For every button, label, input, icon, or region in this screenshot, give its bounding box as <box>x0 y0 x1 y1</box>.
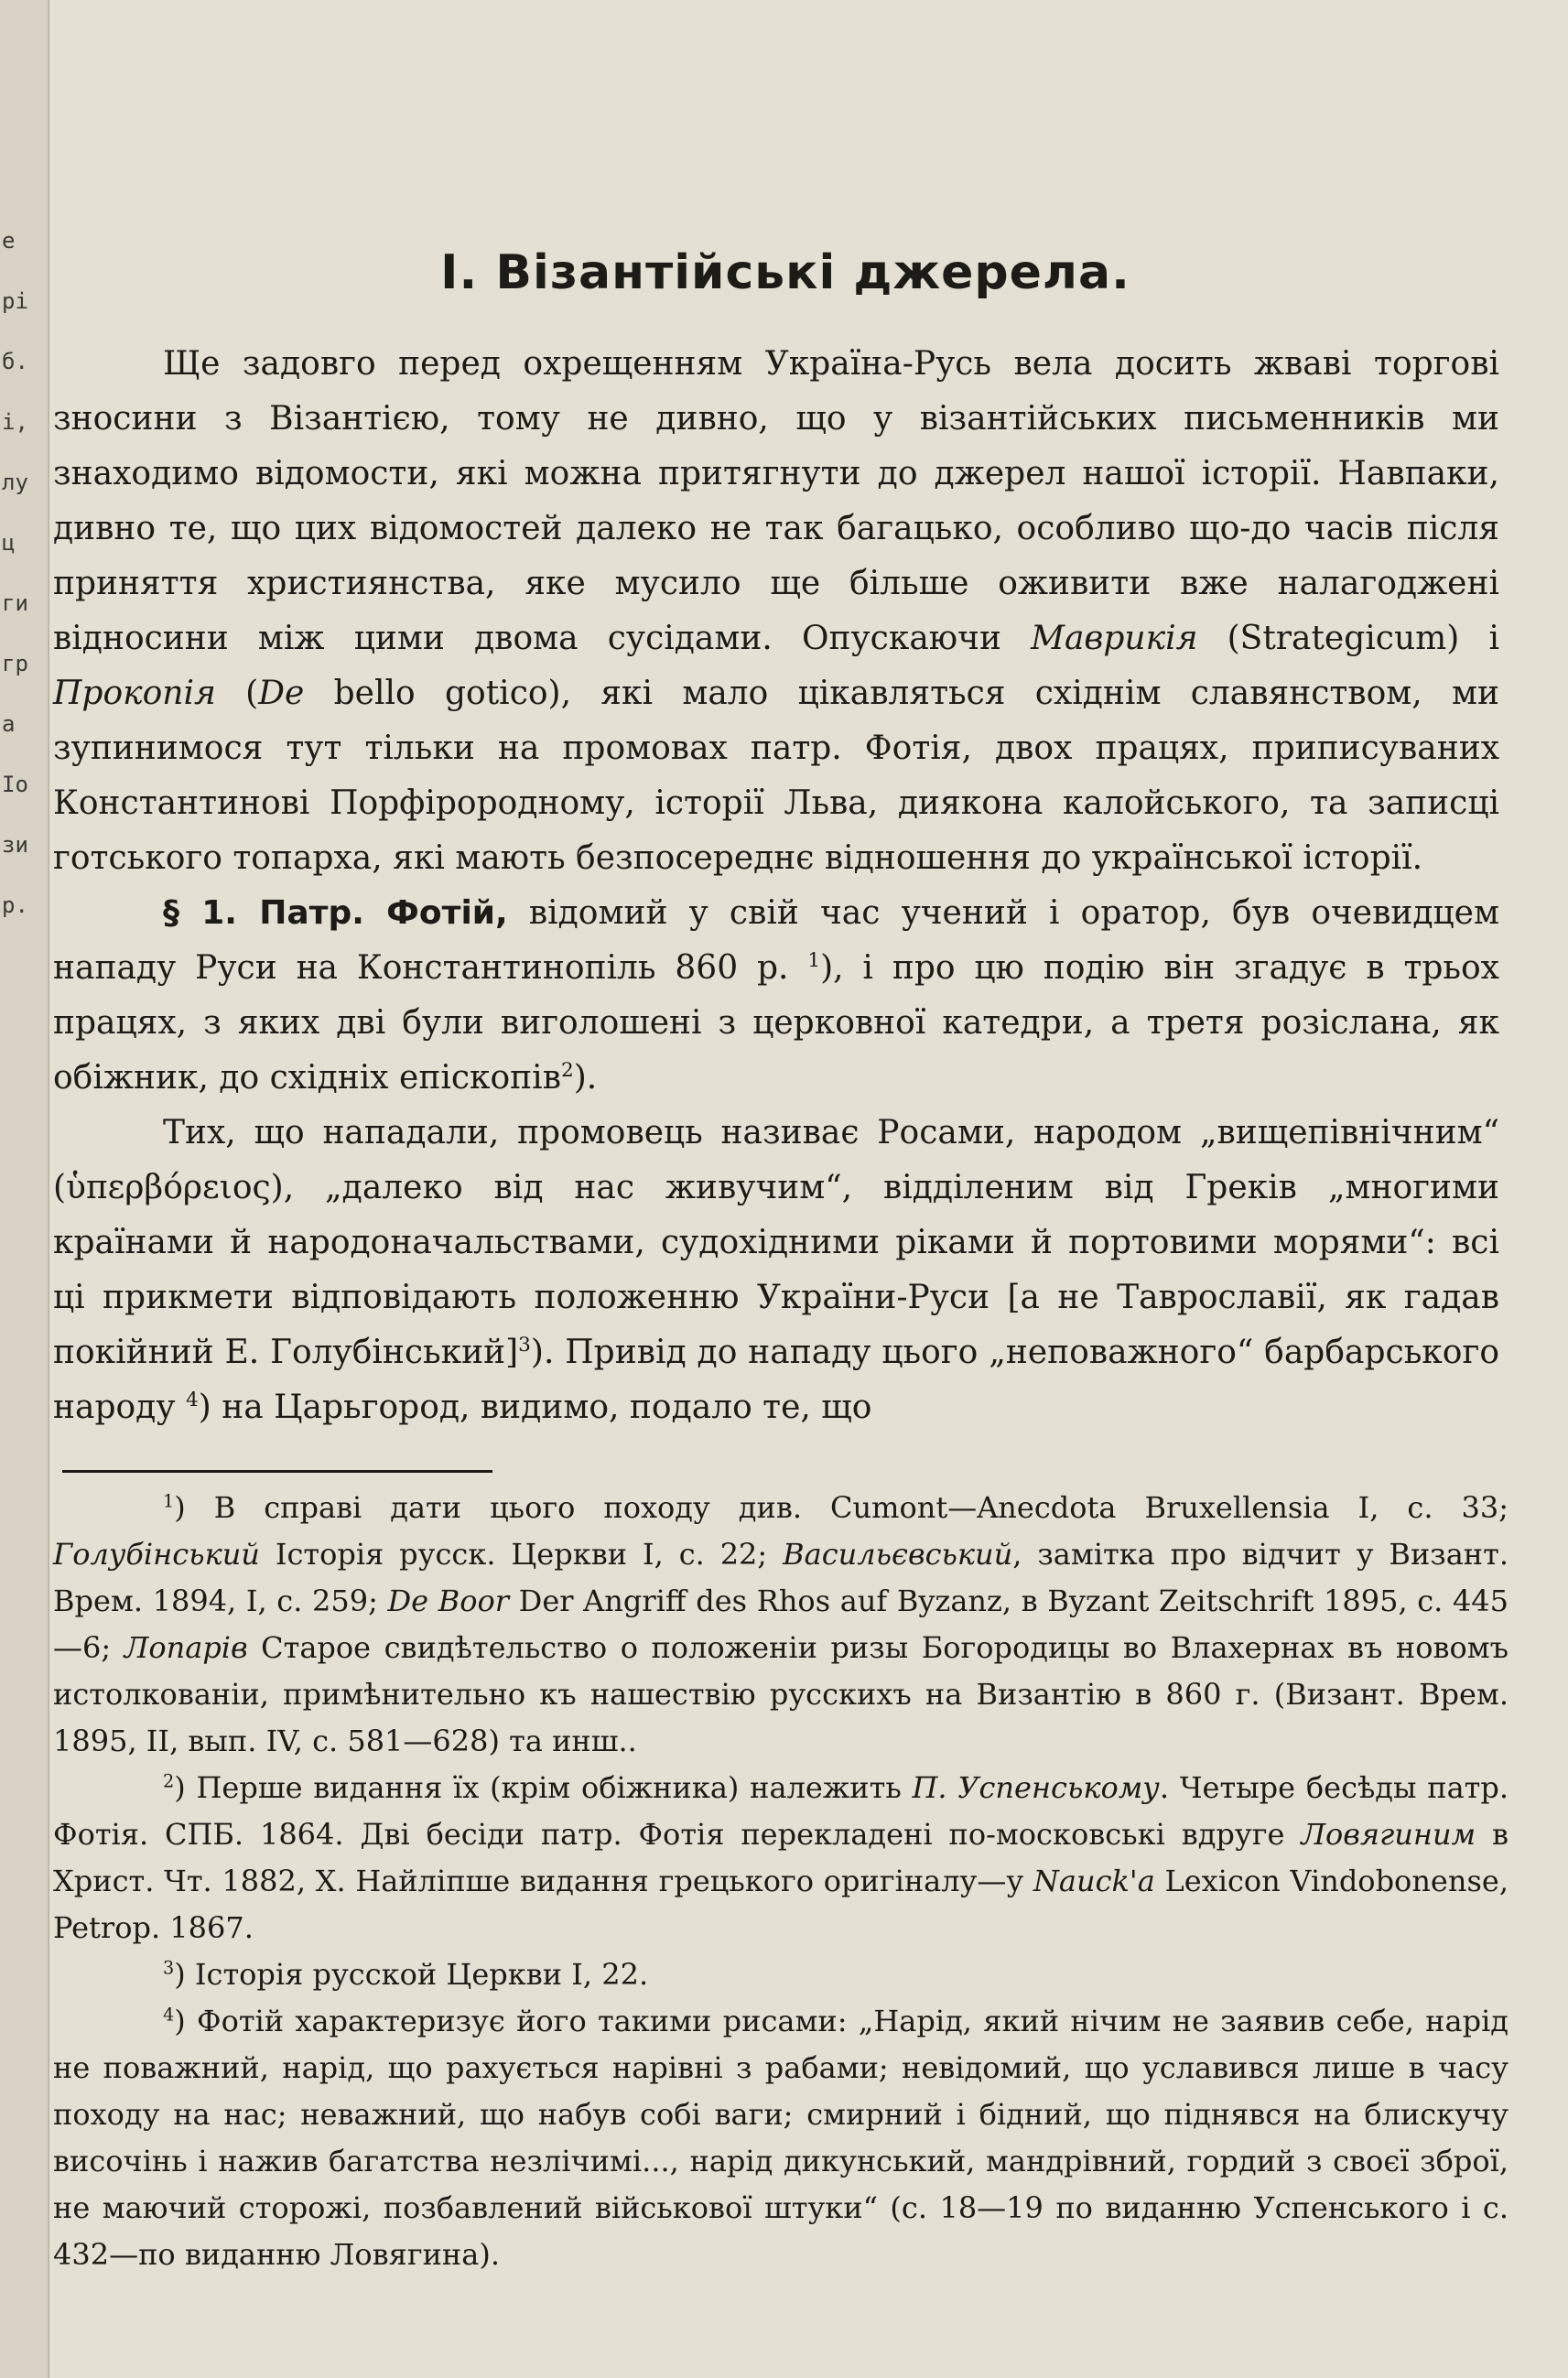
body-paragraph <box>53 337 1499 886</box>
chapter-heading: І. Візантійські джерела. <box>440 245 1130 300</box>
margin-fragment: гр <box>2 651 28 676</box>
margin-fragment: б. <box>2 349 28 374</box>
body-paragraph <box>53 886 1499 1106</box>
text-run: ) Фотій характеризує його такими рисами: „Нарід, який нічим не заявив себе, нарід не поважний, нарід, що рахується нарівні з рабами; невідомий, що уславився лише в часу походу на нас; неважний, що набув собі ваги; смирний і бідний, що піднявся на блискучу височінь і нажив багатства незлічимі..., нарід дикунський, мандрівний, гордий з своєї зброї, не маючий сторожі, позбавлений військової штуки“ (с. 18—19 по виданню Успенського і с. 432—по виданню Ловягина). <box>53 2004 1509 2272</box>
footnote-marker: 2 <box>560 1059 574 1082</box>
margin-fragment: і, <box>2 409 28 435</box>
margin-fragment: рі <box>2 288 28 314</box>
text-run: ). <box>573 1059 598 1097</box>
text-run: ) Історія русской Церкви I, 22. <box>174 1957 649 1992</box>
margin-fragment: а <box>2 711 16 737</box>
italic-text: De Boor <box>387 1584 510 1618</box>
margin-fragment: лу <box>2 470 28 495</box>
italic-text: Прокопія <box>53 675 216 712</box>
text-run: ( <box>215 675 259 712</box>
text-run: ) на Царьгород, видимо, подало те, що <box>198 1389 872 1426</box>
text-run: Історія русск. Церкви I, с. 22; <box>259 1537 784 1572</box>
text-run: Старое свидѣтельство о положеніи ризы Богородицы во Влахернах въ новомъ истолкованіи, примѣнительно къ нашествію русскихъ на Византію в 860 г. (Визант. Врем. 1895, II, вып. IV, с. 581—628) та инш.. <box>53 1630 1509 1758</box>
text-run: ) В справі дати цього походу див. Cumont—Anecdota Bruxellensia I, с. 33; <box>174 1490 1509 1525</box>
footnote <box>53 1998 1509 2278</box>
footnote <box>53 1765 1509 1951</box>
section-heading: § 1. Патр. Фотій, <box>163 894 508 932</box>
footnote-separator <box>62 1470 492 1473</box>
body-text <box>53 337 1499 1435</box>
text-run: . Четыре бесѣды патр. Фотія. СПБ. 1864. Дві бесіди патр. Фотія перекладені по-московські вдруге <box>53 1770 1509 1852</box>
adjacent-page-margin <box>0 0 49 2378</box>
footnote-marker: 1 <box>163 1490 175 1512</box>
footnote-marker: 3 <box>163 1957 175 1979</box>
margin-fragment: зи <box>2 832 28 858</box>
footnote-marker: 4 <box>163 2004 175 2026</box>
italic-text: Ловягиним <box>1301 1817 1476 1852</box>
margin-fragment: ц <box>2 530 16 556</box>
text-run: ), і про цю подію він згадує в трьох працях, з яких дві були виголошені з церковної катедри, а третя розіслана, як обіжник, до східніх епіскопів <box>53 949 1499 1097</box>
margin-text-fragments <box>2 211 44 935</box>
italic-text: Васильєвський <box>783 1537 1013 1572</box>
body-paragraph <box>53 1106 1499 1435</box>
footnote-marker: 2 <box>163 1770 175 1792</box>
footnote-marker: 3 <box>518 1334 531 1357</box>
text-run: відомий у свій час учений і оратор, був очевидцем нападу Руси на Константинопіль 860 р. <box>53 894 1499 987</box>
margin-fragment: ги <box>2 590 28 616</box>
footnote <box>53 1951 1509 1998</box>
margin-fragment: р. <box>2 892 28 918</box>
text-run: Тих, що нападали, промовець називає Росами, народом „вищепівнічним“ (ὑπερβόρειος), „далеко від нас живучим“, відділеним від Греків „многими країнами й народоначальствами, судохідними ріками й портовими морями“: всі ці прикмети відповідають положенню України-Руси [а не Таврославії, як гадав покійний Е. Голубінський] <box>53 1114 1499 1371</box>
text-run: Ще задовго перед охрещенням Україна-Русь вела досить жваві торгові зносини з Візантією, тому не дивно, що у візантійських письменників ми знаходимо відомости, які можна притягнути до джерел нашої історії. Навпаки, дивно те, що цих відомостей далеко не так багацько, особливо що-до часів після приняття християнства, яке мусило ще більше оживити вже налагоджені відносини між цими двома сусідами. Опускаючи <box>53 345 1499 657</box>
footnote-marker: 4 <box>185 1389 199 1411</box>
text-run: , замітка про відчит у Визант. Врем. 1894, I, с. 259; <box>53 1537 1509 1618</box>
text-run: Lexicon Vindobonense, Petrop. 1867. <box>53 1864 1509 1945</box>
footnotes <box>53 1485 1509 2278</box>
margin-fragment: Іо <box>2 772 28 797</box>
italic-text: De <box>258 675 305 712</box>
italic-text: Маврикія <box>1031 620 1198 657</box>
italic-text: П. Успенському <box>912 1770 1160 1805</box>
italic-text: Голубінський <box>53 1537 260 1572</box>
text-run: bello gotico), які мало цікавляться східнім славянством, ми зупинимося тут тільки на промовах патр. Фотія, двох працях, приписуваних Константинові Порфірородному, історії Льва, диякона калойського, та записці готського топарха, які мають безпосереднє відношення до української історії. <box>53 675 1499 877</box>
document-page <box>53 0 1518 2378</box>
text-run: (Strategicum) і <box>1197 620 1499 657</box>
text-run: в Христ. Чт. 1882, X. Найліпше видання грецького оригіналу—у <box>53 1817 1509 1898</box>
text-run: ). Привід до нападу цього „неповажного“ барбарського народу <box>53 1334 1499 1426</box>
margin-fragment: е <box>2 228 16 254</box>
footnote-marker: 1 <box>807 949 821 972</box>
italic-text: Nauck'a <box>1033 1864 1155 1898</box>
text-run: ) Перше видання їх (крім обіжника) належить <box>174 1770 913 1805</box>
footnote <box>53 1485 1509 1765</box>
text-run: Der Angriff des Rhos auf Byzanz, в Byzant Zeitschrift 1895, с. 445—6; <box>53 1584 1509 1665</box>
italic-text: Лопарів <box>124 1630 248 1665</box>
